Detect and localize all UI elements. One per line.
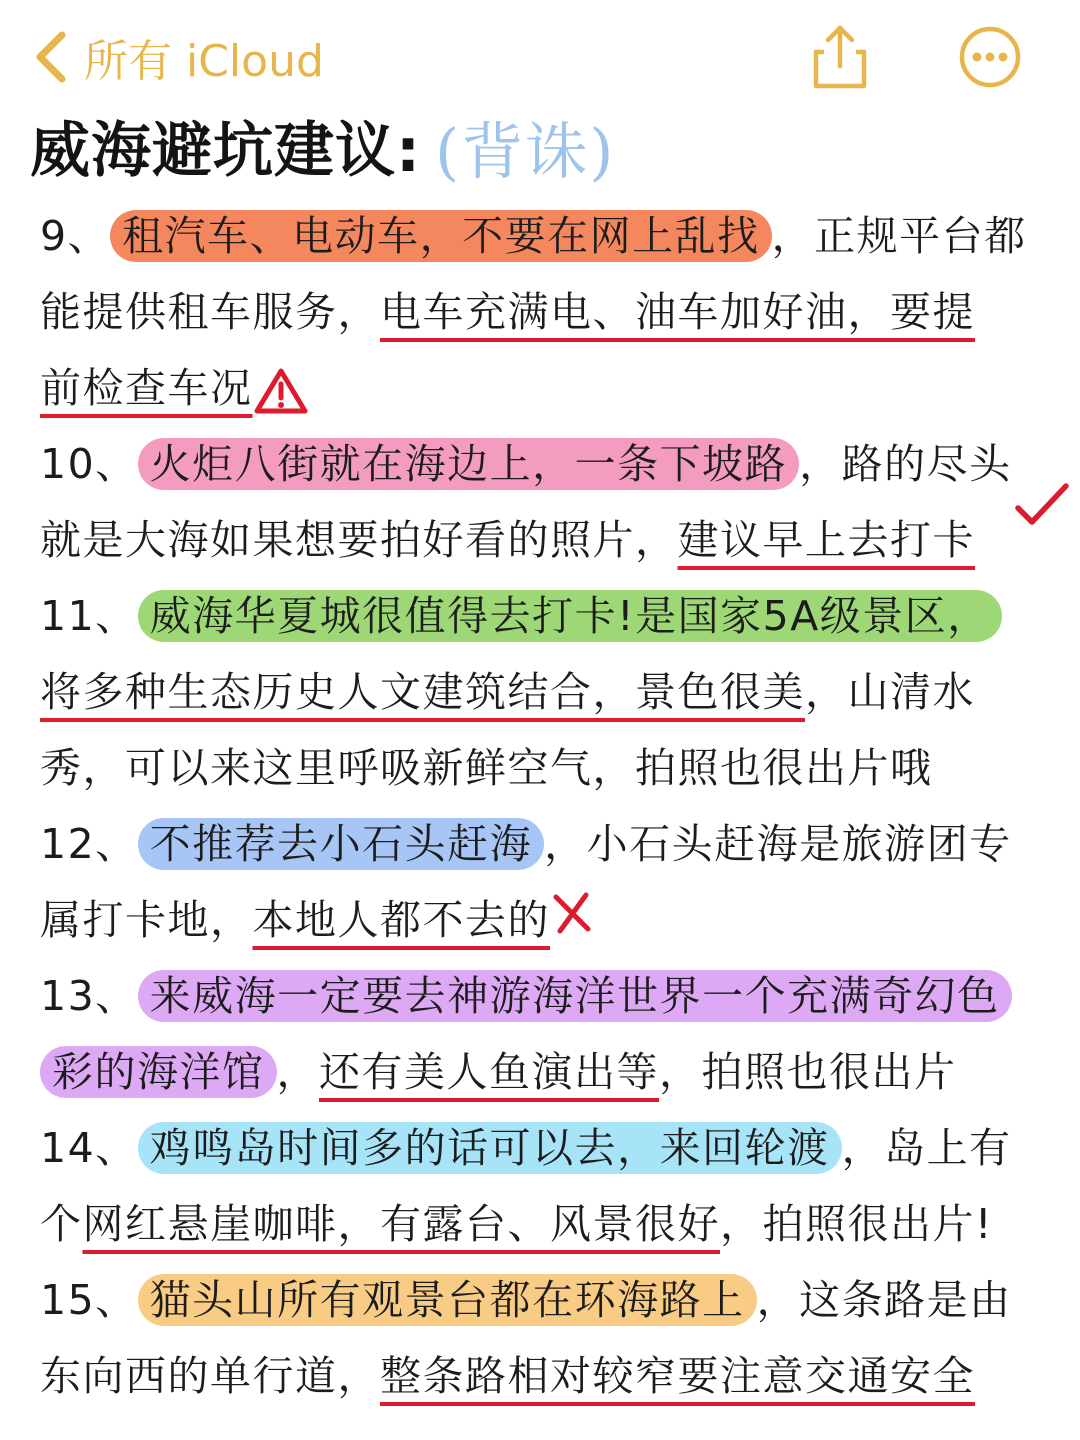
body-text: 属打卡地， bbox=[40, 896, 253, 944]
item-14-line-2 bbox=[40, 1186, 1070, 1262]
warning-triangle-icon bbox=[253, 367, 309, 415]
body-text: ，小石头赶海是旅游团专 bbox=[544, 820, 1012, 868]
item-11-line-1 bbox=[40, 578, 1070, 654]
item-number: 14、 bbox=[40, 1124, 138, 1172]
body-text: ，路的尽头 bbox=[799, 440, 1012, 488]
underlined-text: 将多种生态历史人文建筑结合，景色很美 bbox=[40, 668, 805, 716]
share-icon bbox=[810, 22, 870, 92]
item-number: 10、 bbox=[40, 440, 138, 488]
underlined-text: 前检查车况 bbox=[40, 364, 253, 412]
item-number: 9、 bbox=[40, 212, 111, 260]
underlined-text: 还有美人鱼演出等 bbox=[319, 1048, 659, 1096]
body-text: 秀，可以来这里呼吸新鲜空气，拍照也很出片哦 bbox=[40, 744, 933, 792]
item-number: 15、 bbox=[40, 1276, 138, 1324]
item-13-line-1 bbox=[40, 958, 1070, 1034]
body-text: ，正规平台都 bbox=[771, 212, 1027, 260]
underlined-text: 本地人都不去的 bbox=[252, 896, 550, 944]
body-text: ， bbox=[276, 1048, 319, 1096]
item-14-line-1 bbox=[40, 1110, 1070, 1186]
item-15-line-2 bbox=[40, 1338, 1070, 1414]
ellipsis-circle-icon bbox=[955, 22, 1025, 92]
body-text: 个 bbox=[40, 1200, 83, 1248]
item-12-line-1 bbox=[40, 806, 1070, 882]
navigation-bar bbox=[0, 0, 1080, 110]
body-text: ，拍照很出片! bbox=[720, 1200, 993, 1248]
item-number: 12、 bbox=[40, 820, 138, 868]
highlighted-text: 火炬八街就在海边上，一条下坡路 bbox=[138, 438, 800, 490]
item-9-line-3 bbox=[40, 350, 1070, 426]
check-mark-icon bbox=[1012, 480, 1072, 530]
item-15-line-1 bbox=[40, 1262, 1070, 1338]
underlined-text: 建议早上去打卡 bbox=[677, 516, 975, 564]
highlighted-text: 威海华夏城很值得去打卡!是国家5A级景区， bbox=[138, 590, 1002, 642]
item-10-line-2 bbox=[40, 502, 1070, 578]
item-9-line-2 bbox=[40, 274, 1070, 350]
item-12-line-2 bbox=[40, 882, 1070, 958]
item-11-line-3 bbox=[40, 730, 1070, 806]
note-title-row bbox=[30, 104, 615, 188]
highlighted-text: 来威海一定要去神游海洋世界一个充满奇幻色 bbox=[138, 970, 1012, 1022]
highlighted-text: 彩的海洋馆 bbox=[40, 1046, 277, 1098]
underlined-text: 网红悬崖咖啡，有露台、风景很好 bbox=[82, 1200, 720, 1248]
item-number: 11、 bbox=[40, 592, 138, 640]
back-button-label: 所有 iCloud bbox=[84, 36, 324, 87]
body-text: 就是大海如果想要拍好看的照片， bbox=[40, 516, 678, 564]
item-10-line-1 bbox=[40, 426, 1070, 502]
highlighted-text: 不推荐去小石头赶海 bbox=[138, 818, 545, 870]
back-button[interactable] bbox=[30, 22, 324, 92]
item-number: 13、 bbox=[40, 972, 138, 1020]
body-text: ，山清水 bbox=[805, 668, 975, 716]
item-11-line-2 bbox=[40, 654, 1070, 730]
highlighted-text: 租汽车、电动车，不要在网上乱找 bbox=[110, 210, 772, 262]
body-text: 能提供租车服务， bbox=[40, 288, 380, 336]
handwritten-note: (背诛) bbox=[435, 114, 616, 188]
note-body[interactable] bbox=[40, 198, 1070, 1414]
cross-mark-icon bbox=[550, 891, 594, 935]
underlined-text: 电车充满电、油车加好油，要提 bbox=[380, 288, 975, 336]
body-text: ，拍照也很出片 bbox=[659, 1048, 957, 1096]
item-9-line-1 bbox=[40, 198, 1070, 274]
body-text: ，岛上有 bbox=[841, 1124, 1012, 1172]
note-title: 威海避坑建议: bbox=[30, 116, 421, 186]
body-text: ，这条路是由 bbox=[756, 1276, 1012, 1324]
underlined-text: 整条路相对较窄要注意交通安全 bbox=[380, 1352, 975, 1400]
body-text: 东向西的单行道， bbox=[40, 1352, 380, 1400]
chevron-left-icon bbox=[30, 27, 70, 87]
share-button[interactable] bbox=[810, 22, 870, 96]
more-options-button[interactable] bbox=[955, 22, 1025, 96]
item-13-line-2 bbox=[40, 1034, 1070, 1110]
highlighted-text: 鸡鸣岛时间多的话可以去，来回轮渡 bbox=[138, 1122, 842, 1174]
highlighted-text: 猫头山所有观景台都在环海路上 bbox=[138, 1274, 757, 1326]
